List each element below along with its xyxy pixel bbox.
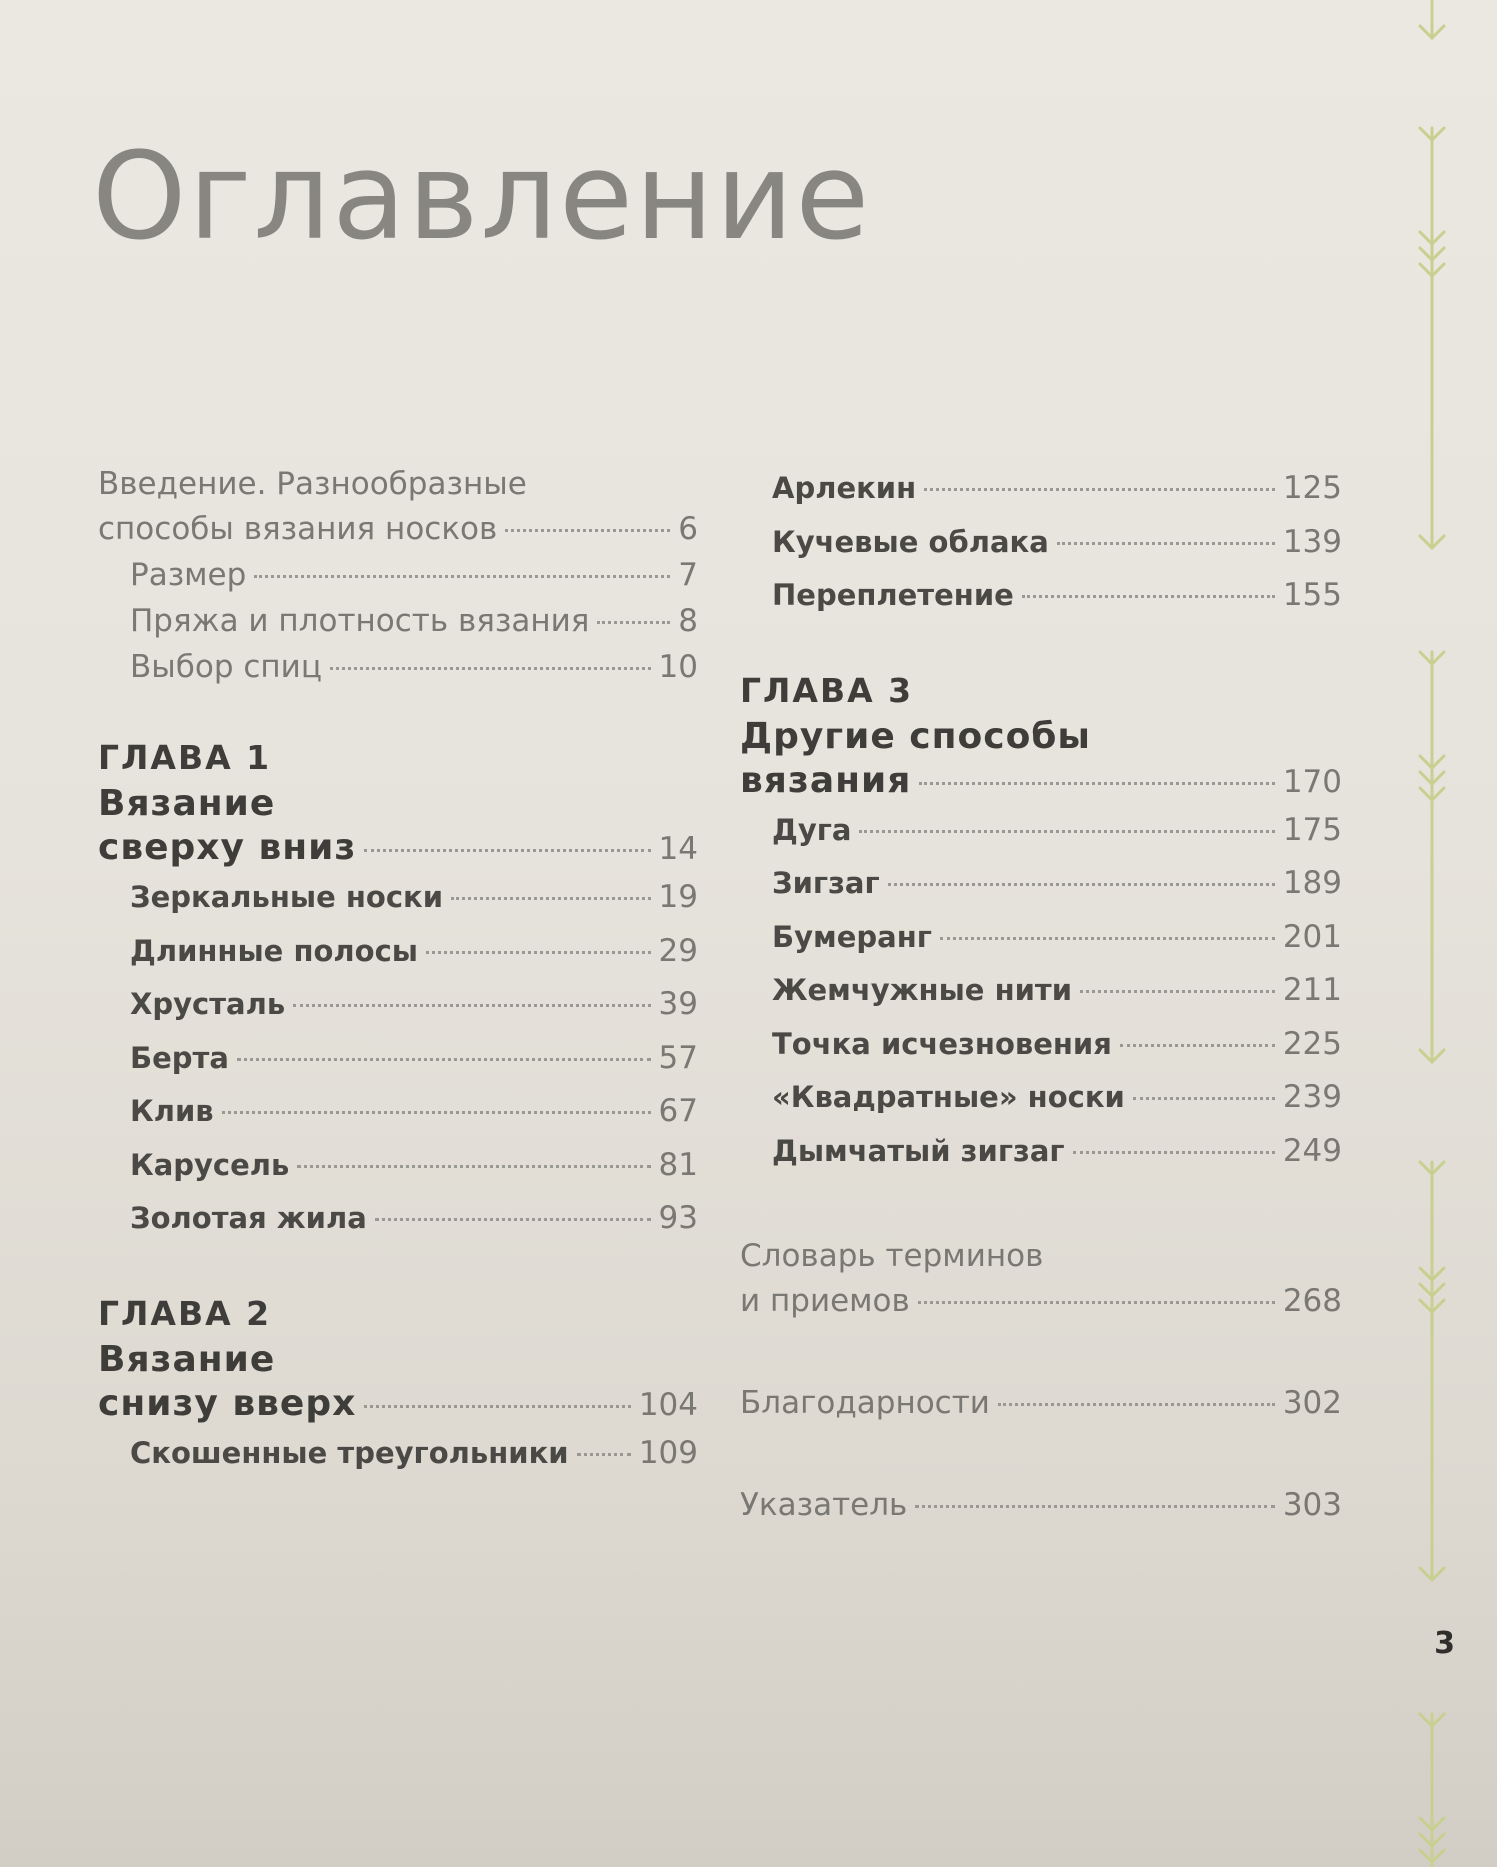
toc-entry-label: Золотая жила xyxy=(130,1201,367,1235)
toc-entry[interactable] xyxy=(98,1085,698,1139)
toc-entry-chapter1[interactable] xyxy=(98,826,698,871)
toc-entry[interactable] xyxy=(740,804,1342,858)
toc-entry[interactable] xyxy=(98,925,698,979)
toc-entry-index[interactable] xyxy=(740,1482,1342,1528)
toc-entry-label: Дуга xyxy=(772,812,852,847)
dot-leader xyxy=(940,937,1275,940)
glossary-title-line2: и приемов xyxy=(740,1283,910,1319)
dot-leader xyxy=(1120,1044,1275,1047)
toc-entry-label: Берта xyxy=(130,1040,229,1075)
toc-entry-label: Дымчатый зигзаг xyxy=(772,1133,1065,1168)
toc-entry-page: 211 xyxy=(1282,972,1342,1008)
toc-entry-thanks[interactable] xyxy=(740,1380,1342,1426)
toc-entry[interactable] xyxy=(740,1125,1342,1179)
toc-entry[interactable] xyxy=(98,871,698,925)
toc-entry-label: Клив xyxy=(130,1094,214,1128)
toc-entry-page: 175 xyxy=(1282,811,1342,848)
chapter-page: 170 xyxy=(1282,763,1342,800)
toc-entry[interactable] xyxy=(740,964,1342,1018)
dot-leader xyxy=(364,1405,631,1408)
dot-leader xyxy=(918,1301,1275,1304)
toc-entry[interactable] xyxy=(740,462,1342,516)
toc-entry-page: 10 xyxy=(658,649,698,685)
toc-entry[interactable] xyxy=(740,911,1342,965)
index-label: Указатель xyxy=(740,1487,908,1523)
toc-entry-page: 125 xyxy=(1282,470,1342,506)
toc-entry-page: 239 xyxy=(1282,1079,1342,1115)
chapter-title-line2: снизу вверх xyxy=(98,1382,357,1424)
dot-leader xyxy=(1022,595,1275,598)
toc-entry-label: Скошенные треугольники xyxy=(130,1435,569,1470)
dot-leader xyxy=(297,1165,650,1168)
toc-entry-label: Точка исчезновения xyxy=(772,1026,1112,1061)
dot-leader xyxy=(254,575,670,578)
dot-leader xyxy=(451,897,651,900)
toc-entry[interactable] xyxy=(740,857,1342,911)
toc-entry-chapter2[interactable] xyxy=(98,1382,698,1427)
toc-entry-page: 39 xyxy=(658,986,698,1022)
dot-leader xyxy=(364,849,650,852)
dot-leader xyxy=(915,1505,1275,1508)
toc-entry-label: Переплетение xyxy=(772,578,1014,612)
toc-entry-page: 81 xyxy=(658,1146,698,1183)
dot-leader xyxy=(859,830,1274,833)
chapter-title-line1: Другие способы xyxy=(740,715,1091,757)
toc-entry-page: 139 xyxy=(1282,523,1342,560)
page-number: 3 xyxy=(1434,1626,1455,1661)
toc-entry[interactable] xyxy=(740,569,1342,623)
dot-leader xyxy=(888,883,1275,886)
toc-entry-label: Пряжа и плотность вязания xyxy=(130,603,590,639)
toc-entry-label: Жемчужные нити xyxy=(772,973,1073,1007)
chapter-title-line1: Вязание xyxy=(98,1338,276,1380)
toc-entry-label: Размер xyxy=(130,557,247,593)
toc-entry-page: 201 xyxy=(1282,918,1342,955)
chapter-title-line2: сверху вниз xyxy=(98,827,357,868)
chapter-page: 14 xyxy=(658,831,698,867)
glossary-title-line1: Словарь терминов xyxy=(740,1238,1044,1274)
toc-entry-page: 67 xyxy=(658,1093,698,1129)
dot-leader xyxy=(577,1453,631,1456)
toc-entry-label: Выбор спиц xyxy=(130,649,322,685)
toc-entry[interactable] xyxy=(98,1192,698,1246)
toc-entry-page: 57 xyxy=(658,1039,698,1076)
dot-leader xyxy=(293,1004,650,1007)
glossary-page: 268 xyxy=(1282,1283,1342,1319)
toc-entry[interactable] xyxy=(98,1032,698,1086)
intro-title-line2: способы вязания носков xyxy=(98,511,498,547)
toc-entry[interactable] xyxy=(98,1139,698,1193)
index-page: 303 xyxy=(1282,1487,1342,1523)
toc-entry-page: 225 xyxy=(1282,1025,1342,1062)
toc-entry-label: Зеркальные носки xyxy=(130,880,444,914)
arrow-stitch-icon xyxy=(1400,0,1460,1867)
toc-entry[interactable] xyxy=(98,598,698,644)
toc-entry-page: 249 xyxy=(1282,1132,1342,1169)
toc-entry-chapter3[interactable] xyxy=(740,759,1342,804)
dot-leader xyxy=(237,1058,651,1061)
toc-entry-glossary[interactable] xyxy=(740,1234,1342,1324)
thanks-label: Благодарности xyxy=(740,1385,990,1421)
toc-left-column xyxy=(98,462,698,1480)
dot-leader xyxy=(597,621,670,624)
toc-entry-intro[interactable] xyxy=(98,462,698,552)
chapter-label: ГЛАВА 3 xyxy=(740,670,914,710)
toc-entry-label: Длинные полосы xyxy=(130,933,418,968)
toc-entry-label: Арлекин xyxy=(772,471,917,505)
toc-entry[interactable] xyxy=(740,1071,1342,1125)
thanks-page: 302 xyxy=(1282,1385,1342,1421)
toc-entry[interactable] xyxy=(740,516,1342,570)
toc-entry-page: 19 xyxy=(658,879,698,915)
dot-leader xyxy=(375,1218,651,1221)
toc-entry-label: Хрусталь xyxy=(130,987,286,1021)
page-title: Оглавление xyxy=(92,128,872,267)
chapter-title-line2: вязания xyxy=(740,759,912,801)
toc-entry[interactable] xyxy=(98,552,698,598)
chapter-title-line1: Вязание xyxy=(98,783,276,824)
toc-entry-page: 155 xyxy=(1282,577,1342,613)
dot-leader xyxy=(1073,1151,1275,1154)
dot-leader xyxy=(330,667,651,670)
toc-entry-label: Бумеранг xyxy=(772,919,932,954)
chapter-page: 104 xyxy=(638,1386,698,1423)
toc-entry-page: 109 xyxy=(638,1434,698,1471)
toc-right-column xyxy=(740,462,1342,1528)
dot-leader xyxy=(919,782,1275,785)
intro-page: 6 xyxy=(678,511,698,547)
chapter-label: ГЛАВА 2 xyxy=(98,1293,272,1333)
toc-entry[interactable] xyxy=(98,1427,698,1481)
dot-leader xyxy=(505,529,670,532)
dot-leader xyxy=(1080,990,1275,993)
dot-leader xyxy=(1057,542,1275,545)
dot-leader xyxy=(426,951,651,954)
dot-leader xyxy=(222,1111,651,1114)
toc-entry-page: 93 xyxy=(658,1200,698,1236)
toc-entry[interactable] xyxy=(740,1018,1342,1072)
chapter-label: ГЛАВА 1 xyxy=(98,738,272,777)
toc-entry-label: Кучевые облака xyxy=(772,524,1049,559)
dot-leader xyxy=(924,488,1275,491)
toc-entry-label: Зигзаг xyxy=(772,866,880,900)
toc-entry[interactable] xyxy=(98,644,698,690)
toc-entry-label: Карусель xyxy=(130,1147,290,1182)
toc-entry-page: 8 xyxy=(678,603,698,639)
intro-title-line1: Введение. Разнообразные xyxy=(98,466,527,502)
dot-leader xyxy=(1133,1097,1275,1100)
toc-entry-page: 189 xyxy=(1282,865,1342,901)
toc-entry-label: «Квадратные» носки xyxy=(772,1080,1125,1114)
toc-entry[interactable] xyxy=(98,978,698,1032)
toc-entry-page: 29 xyxy=(658,932,698,969)
dot-leader xyxy=(998,1403,1275,1406)
toc-entry-page: 7 xyxy=(678,557,698,593)
